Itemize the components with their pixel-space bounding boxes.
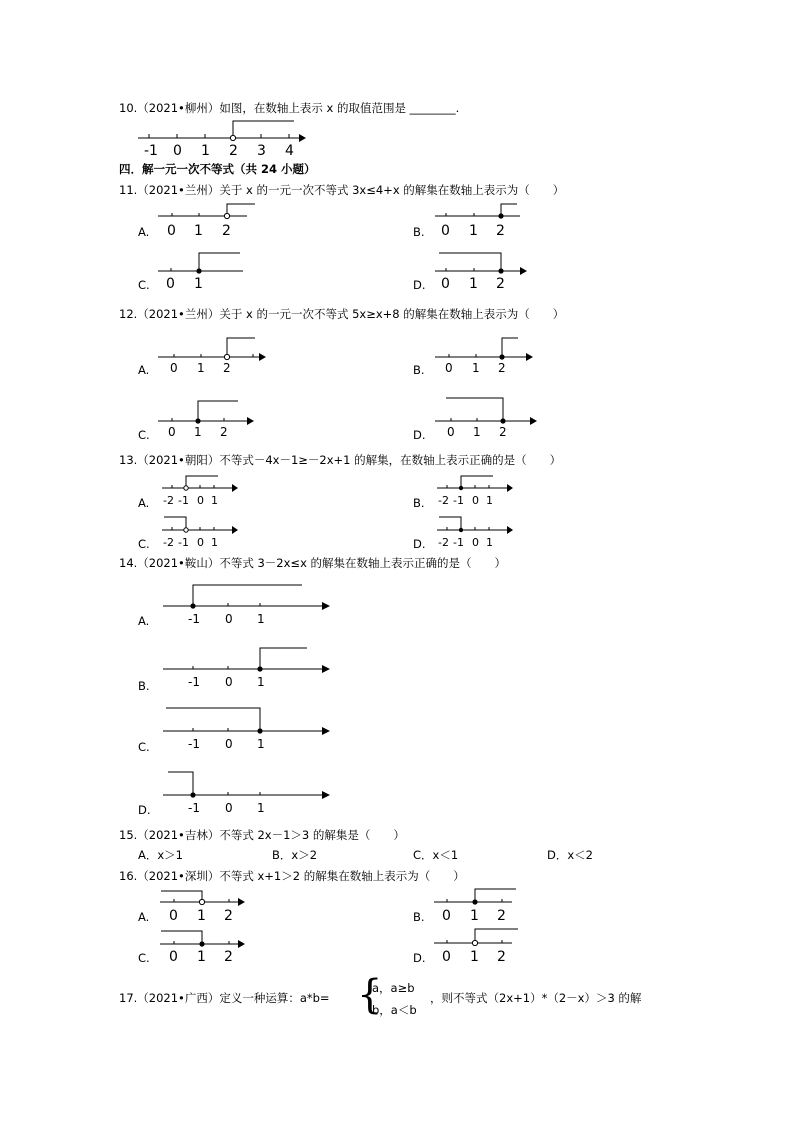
svg-text:2: 2 [498,361,506,375]
svg-text:-1: -1 [178,536,189,549]
q12-text: 12.（2021•兰州）关于 x 的一元一次不等式 5x≥x+8 的解集在数轴上表示为（ ） [119,307,565,321]
svg-text:0: 0 [472,536,479,549]
q16-option-d[interactable]: D. [413,951,426,965]
svg-text:1: 1 [257,801,265,815]
q15-option-c[interactable]: C．x＜1 [413,848,459,862]
svg-text:2: 2 [497,949,506,965]
q11-option-a[interactable]: A. [138,225,150,239]
q11-line-c [155,250,265,290]
q10-number-line [134,118,314,158]
q13-line-c [160,514,245,550]
q12-line-d [432,395,557,440]
q10-tick-label: 3 [257,143,266,159]
svg-text:-1: -1 [188,801,200,815]
q13-text: 13.（2021•朝阳）不等式－4x－1≥－2x+1 的解集，在数轴上表示正确的是（ ） [119,453,562,467]
q13-option-a[interactable]: A. [138,496,150,510]
q14-line-a [160,580,340,628]
svg-text:0: 0 [166,276,175,292]
svg-text:2: 2 [224,949,233,965]
q13-option-c[interactable]: C. [138,537,150,551]
q13-option-b[interactable]: B. [413,496,425,510]
svg-text:0: 0 [169,908,178,924]
svg-text:0: 0 [167,223,176,239]
svg-text:-1: -1 [178,494,189,507]
q11-option-b[interactable]: B. [413,225,425,239]
q16-text: 16.（2021•深圳）不等式 x+1＞2 的解集在数轴上表示为（ ） [119,869,465,883]
svg-text:1: 1 [197,949,206,965]
q11-line-b [432,202,542,240]
q11-line-a [155,202,265,240]
svg-text:0: 0 [225,801,233,815]
svg-text:0: 0 [170,361,178,375]
section-heading: 四．解一元一次不等式（共 24 小题） [119,162,316,176]
q16-line-c [158,928,258,964]
svg-text:0: 0 [225,675,233,689]
q14-option-a[interactable]: A. [138,614,150,628]
svg-text:0: 0 [442,949,451,965]
svg-text:2: 2 [223,361,231,375]
q12-option-c[interactable]: C. [138,428,150,442]
svg-text:2: 2 [496,276,505,292]
svg-text:0: 0 [445,361,453,375]
q11-option-c[interactable]: C. [138,278,150,292]
svg-text:0: 0 [472,494,479,507]
svg-text:1: 1 [257,675,265,689]
svg-text:0: 0 [442,908,451,924]
q12-line-b [432,335,557,375]
svg-text:0: 0 [197,536,204,549]
svg-text:0: 0 [225,737,233,751]
q15-text: 15.（2021•吉林）不等式 2x－1＞3 的解集是（ ） [119,828,405,842]
q13-line-d [435,514,520,550]
svg-text:1: 1 [211,536,218,549]
svg-text:-2: -2 [438,536,449,549]
q10-tick-label: -1 [144,143,158,159]
q13-option-d[interactable]: D. [413,537,426,551]
q13-line-a [160,474,245,508]
q14-text: 14.（2021•鞍山）不等式 3－2x≤x 的解集在数轴上表示正确的是（ ） [119,556,507,570]
q10-tick-label: 2 [229,143,238,159]
q10-tick-label: 0 [173,143,182,159]
svg-text:1: 1 [197,908,206,924]
q12-option-a[interactable]: A. [138,363,150,377]
q17-text: 17.（2021•广西）定义一种运算：a*b= [119,991,330,1005]
q17-brace: { [357,972,383,1018]
q13-line-b [435,474,520,508]
svg-text:1: 1 [257,612,265,626]
svg-text:-2: -2 [438,494,449,507]
svg-text:1: 1 [470,908,479,924]
q10-ticks [149,134,289,138]
q15-option-b[interactable]: B．x＞2 [272,848,318,862]
q14-line-d [160,768,340,820]
q10-range [233,121,294,138]
svg-text:1: 1 [211,494,218,507]
svg-text:1: 1 [194,223,203,239]
q16-line-b [432,886,532,924]
q11-text: 11.（2021•兰州）关于 x 的一元一次不等式 3x≤4+x 的解集在数轴上表示为（ ） [119,183,565,197]
svg-text:1: 1 [194,425,202,439]
svg-text:2: 2 [224,908,233,924]
q16-option-a[interactable]: A. [138,910,150,924]
q12-line-c [155,398,280,440]
q14-option-b[interactable]: B. [138,679,150,693]
svg-text:1: 1 [257,737,265,751]
svg-text:-1: -1 [188,737,200,751]
svg-text:1: 1 [470,949,479,965]
q17-case-1: a，a≥b [372,981,415,995]
q16-option-b[interactable]: B. [413,910,425,924]
q10-tick-label: 4 [285,143,294,159]
q14-line-b [160,643,340,693]
svg-text:0: 0 [441,276,450,292]
svg-text:-2: -2 [163,494,174,507]
svg-text:0: 0 [169,949,178,965]
svg-text:-1: -1 [188,675,200,689]
q14-option-d[interactable]: D. [138,803,151,817]
svg-text:0: 0 [447,425,455,439]
svg-text:2: 2 [220,425,228,439]
q16-line-d [432,926,532,964]
svg-text:1: 1 [472,361,480,375]
q16-line-a [158,888,258,924]
svg-text:0: 0 [225,612,233,626]
svg-text:1: 1 [473,425,481,439]
q16-option-c[interactable]: C. [138,951,150,965]
q15-option-a[interactable]: A．x＞1 [138,848,183,862]
svg-text:-1: -1 [188,612,200,626]
q17-suffix: ，则不等式（2x+1）*（2－x）＞3 的解 [430,991,642,1005]
q14-option-c[interactable]: C. [138,740,150,754]
svg-text:2: 2 [497,908,506,924]
q15-option-d[interactable]: D．x＜2 [547,848,593,862]
svg-text:2: 2 [499,425,507,439]
q12-option-b[interactable]: B. [413,363,425,377]
svg-text:1: 1 [486,494,493,507]
svg-text:1: 1 [469,223,478,239]
svg-text:1: 1 [486,536,493,549]
svg-text:0: 0 [168,425,176,439]
svg-text:-1: -1 [453,536,464,549]
q10-tick-label: 1 [201,143,210,159]
q12-line-a [155,335,280,375]
svg-text:-1: -1 [453,494,464,507]
svg-text:1: 1 [197,361,205,375]
q12-option-d[interactable]: D. [413,428,426,442]
q11-line-d [432,250,542,290]
svg-text:0: 0 [441,223,450,239]
svg-text:2: 2 [496,223,505,239]
svg-text:0: 0 [197,494,204,507]
svg-text:2: 2 [222,223,231,239]
q10-text: 10.（2021•柳州）如图，在数轴上表示 x 的取值范围是 ________. [119,101,460,115]
q14-line-c [160,703,340,755]
svg-text:1: 1 [194,276,203,292]
q11-option-d[interactable]: D. [413,278,426,292]
svg-text:-2: -2 [163,536,174,549]
q17-case-2: b，a＜b [372,1003,417,1017]
svg-text:1: 1 [469,276,478,292]
